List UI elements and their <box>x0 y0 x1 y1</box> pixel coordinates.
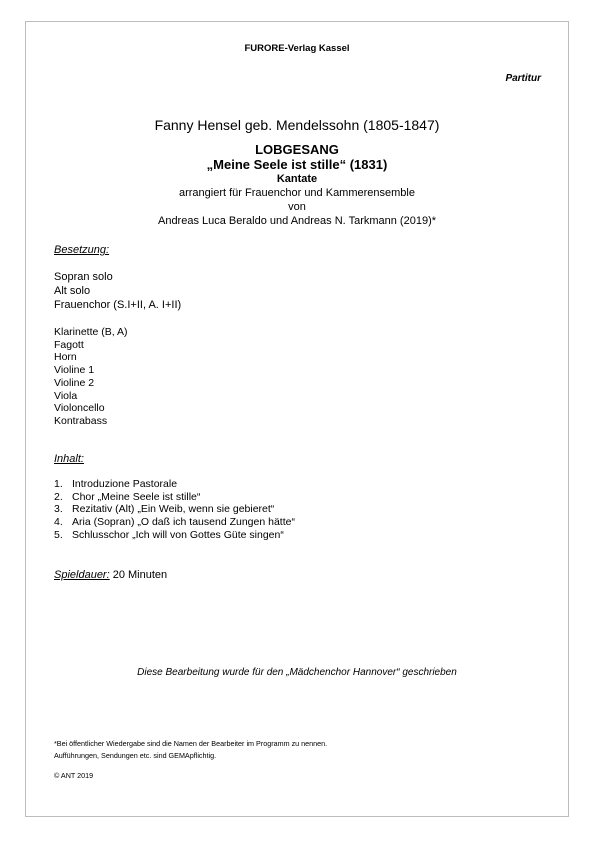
list-item: Sopran solo <box>54 271 113 283</box>
dedication: Diese Bearbeitung wurde für den „Mädchenchor Hannover“ geschrieben <box>137 667 457 678</box>
list-item: 5. Schlusschor „Ich will von Gottes Güte singen“ <box>54 528 284 541</box>
instruments-list <box>54 326 128 428</box>
list-item: 4. Aria (Sopran) „O daß ich tausend Zungen hätte“ <box>54 516 295 529</box>
list-item: Alt solo <box>54 285 91 297</box>
arrangement-by: von <box>288 201 306 213</box>
work-title: LOBGESANG <box>255 142 339 157</box>
list-item: Klarinette (B, A) <box>54 326 128 338</box>
copyright-notice: © ANT 2019 <box>54 771 94 780</box>
footnote: *Bei öffentlicher Wiedergabe sind die Namen der Bearbeiter im Programm zu nennen. Aufführungen, Sendungen etc. sind GEMApflichtig. <box>54 739 328 760</box>
document-type-label: Partitur <box>505 73 541 84</box>
list-item: Frauenchor (S.I+II, A. I+II) <box>54 299 182 311</box>
list-item: Violine 2 <box>54 376 95 389</box>
list-item: Violoncello <box>54 402 105 415</box>
duration-value: 20 Minuten <box>109 569 168 581</box>
inhalt-heading: Inhalt: <box>54 453 84 465</box>
voices-list <box>54 270 181 312</box>
list-item: Fagott <box>54 338 84 351</box>
list-item: Violine 1 <box>54 364 95 377</box>
contents-list <box>54 478 295 542</box>
list-item: Viola <box>54 389 78 402</box>
list-item: 2. Chor „Meine Seele ist stille“ <box>54 490 201 503</box>
publisher-name: FURORE-Verlag Kassel <box>244 43 350 54</box>
list-item: 3. Rezitativ (Alt) „Ein Weib, wenn sie gebieret“ <box>54 503 275 516</box>
arrangement-note: arrangiert für Frauenchor und Kammerensemble <box>178 187 415 199</box>
list-item: Horn <box>54 351 77 364</box>
title-block <box>26 142 568 228</box>
list-item: 1. Introduzione Pastorale <box>54 478 178 490</box>
work-genre: Kantate <box>276 173 318 185</box>
duration-label: Spieldauer: <box>54 569 110 581</box>
score-title-page <box>25 21 569 817</box>
besetzung-heading: Besetzung: <box>54 244 110 256</box>
work-subtitle: „Meine Seele ist stille“ (1831) <box>206 157 388 172</box>
duration-line <box>54 569 167 581</box>
composer-name: Fanny Hensel geb. Mendelssohn (1805-1847) <box>154 117 440 133</box>
arrangers: Andreas Luca Beraldo und Andreas N. Tarkmann (2019)* <box>157 215 437 227</box>
list-item: Kontrabass <box>54 414 108 427</box>
